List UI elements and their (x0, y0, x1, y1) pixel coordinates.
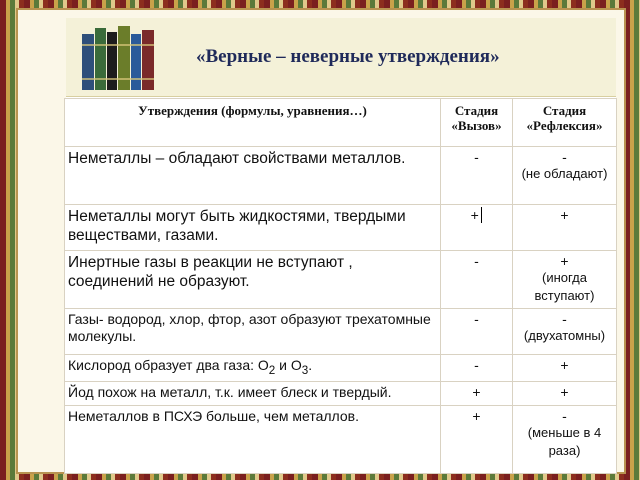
call-cell: - (441, 355, 513, 382)
reflection-cell (513, 147, 617, 205)
statement-cell: Неметаллов в ПСХЭ больше, чем металлов. (65, 405, 441, 473)
statement-cell (65, 355, 441, 382)
reflection-note: (иногда вступают) (534, 270, 595, 303)
reflection-cell: + (513, 355, 617, 382)
table-row (65, 309, 617, 355)
call-cell: - (441, 309, 513, 355)
books-icon (80, 24, 158, 92)
call-cell: + (441, 381, 513, 405)
statement-cell: Газы- водород, хлор, фтор, азот образуют трехатомные молекулы. (65, 309, 441, 355)
call-cell (441, 205, 513, 251)
call-cell: + (441, 405, 513, 473)
statements-table (64, 98, 617, 474)
statement-text: Кислород образует два газа: О (68, 357, 269, 373)
table-row (65, 205, 617, 251)
subscript: 2 (268, 363, 276, 377)
statement-text: и О (275, 357, 302, 373)
statement-text: . (308, 357, 313, 373)
reflection-mark: - (562, 149, 567, 165)
statement-cell: Неметаллы – обладают свойствами металлов. (65, 147, 441, 205)
reflection-mark: + (560, 253, 569, 269)
table-row (65, 381, 617, 405)
slide-title: «Верные – неверные утверждения» (196, 46, 500, 67)
statement-cell: Инертные газы в реакции не вступают , соединений не образуют. (65, 251, 441, 309)
statement-cell: Йод похож на металл, т.к. имеет блеск и твердый. (65, 381, 441, 405)
reflection-cell (513, 251, 617, 309)
call-cell: - (441, 251, 513, 309)
reflection-cell: + (513, 205, 617, 251)
table-row (65, 405, 617, 473)
table-row (65, 147, 617, 205)
header-statement: Утверждения (формулы, уравнения…) (65, 99, 441, 147)
reflection-note: (не обладают) (521, 166, 608, 181)
reflection-cell: + (513, 381, 617, 405)
call-cell: - (441, 147, 513, 205)
header-call: Стадия «Вызов» (441, 99, 513, 147)
reflection-mark: - (562, 311, 567, 327)
table-header-row (65, 99, 617, 147)
call-mark: + (470, 207, 479, 223)
table-row (65, 355, 617, 382)
reflection-cell (513, 405, 617, 473)
table-row (65, 251, 617, 309)
reflection-note: (меньше в 4 раза) (527, 424, 602, 458)
header-reflection: Стадия «Рефлексия» (513, 99, 617, 147)
statement-cell: Неметаллы могут быть жидкостями, твердыми веществами, газами. (65, 205, 441, 251)
subscript: 3 (301, 363, 309, 377)
reflection-cell (513, 309, 617, 355)
reflection-note: (двухатомны) (523, 328, 606, 343)
text-cursor (481, 207, 483, 223)
reflection-mark: - (562, 407, 567, 424)
